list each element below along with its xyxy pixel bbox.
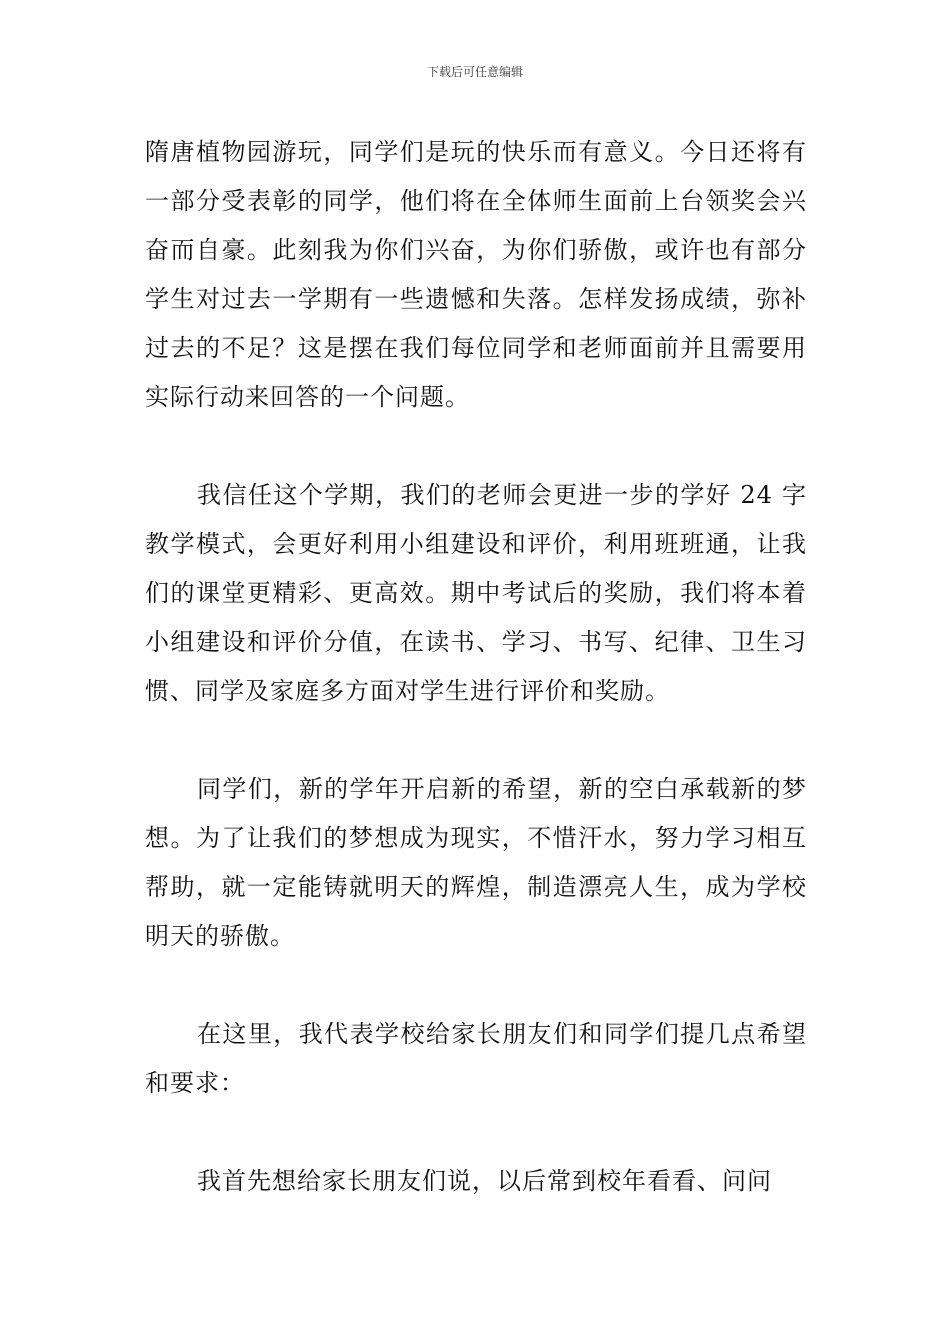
- page-header: 下载后可任意编辑: [426, 65, 523, 79]
- paragraph-4: 在这里，我代表学校给家长朋友们和同学们提几点希望和要求：: [145, 1020, 807, 1097]
- paragraph-2: 我信任这个学期，我们的老师会更进一步的学好 24 字教学模式，会更好利用小组建设和评价，利用班班通，让我们的课堂更精彩、更高效。期中考试后的奖励，我们将本着小组建设和评价分值，在读书、学习、书写、纪律、卫生习惯、同学及家庭多方面对学生进行评价和奖励。: [145, 481, 807, 705]
- paragraph-5: 我首先想给家长朋友们说，以后常到校年看看、问问: [197, 1167, 772, 1195]
- document-body: [145, 128, 807, 1206]
- paragraph-1: 隋唐植物园游玩，同学们是玩的快乐而有意义。今日还将有一部分受表彰的同学，他们将在全体师生面前上台领奖会兴奋而自豪。此刻我为你们兴奋，为你们骄傲，或许也有部分学生对过去一学期有一些遗憾和失落。怎样发扬成绩，弥补过去的不足？这是摆在我们每位同学和老师面前并且需要用实际行动来回答的一个问题。: [145, 138, 807, 411]
- paragraph-3: 同学们，新的学年开启新的希望，新的空白承载新的梦想。为了让我们的梦想成为现实，不惜汗水，努力学习相互帮助，就一定能铸就明天的辉煌，制造漂亮人生，成为学校明天的骄傲。: [145, 775, 807, 950]
